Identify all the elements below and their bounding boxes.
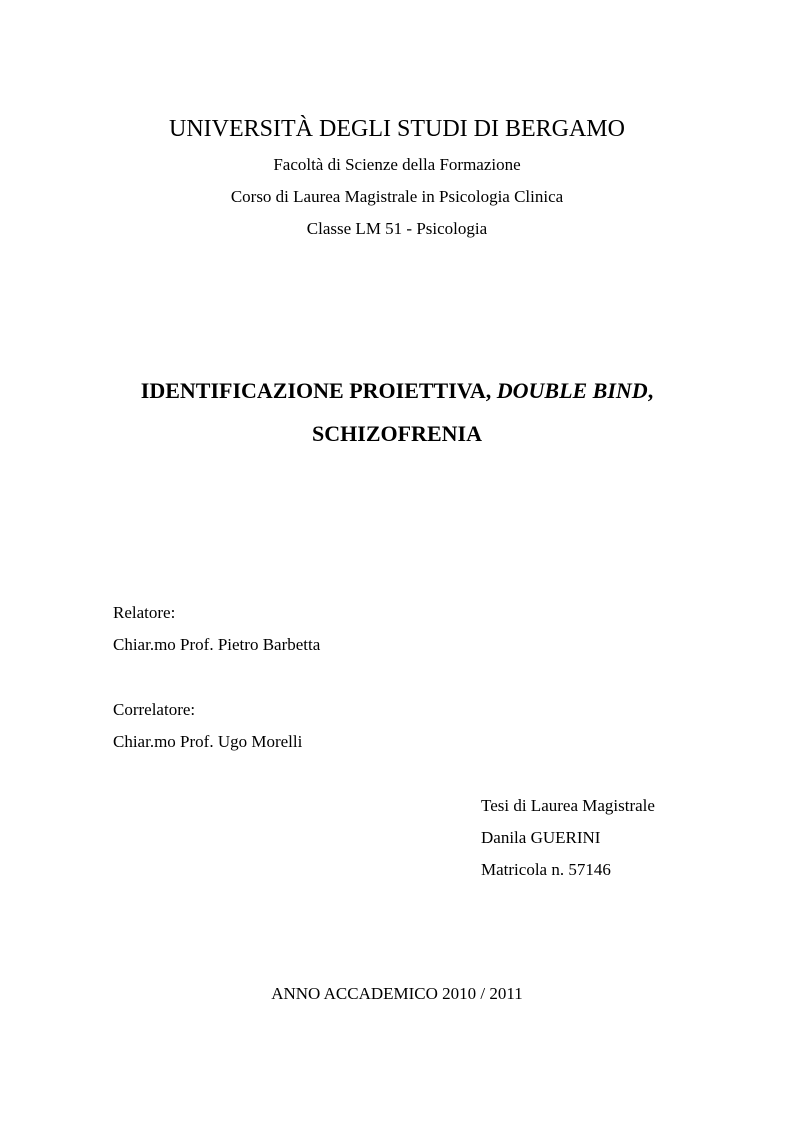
correlatore-name: Chiar.mo Prof. Ugo Morelli (113, 732, 303, 751)
title-part-2: , (647, 378, 654, 403)
academic-year: ANNO ACCADEMICO 2010 / 2011 (271, 984, 523, 1003)
relatore-name: Chiar.mo Prof. Pietro Barbetta (113, 635, 321, 654)
candidate-matricola: Matricola n. 57146 (481, 860, 611, 879)
title-part-1: IDENTIFICAZIONE PROIETTIVA, (140, 378, 497, 403)
thesis-title-line-1 (0, 380, 794, 402)
thesis-type: Tesi di Laurea Magistrale (481, 796, 655, 815)
thesis-title-line-2: SCHIZOFRENIA (312, 421, 482, 446)
course-name: Corso di Laurea Magistrale in Psicologia Clinica (230, 187, 564, 206)
relatore-label: Relatore: (113, 603, 176, 622)
faculty-name: Facoltà di Scienze della Formazione (273, 155, 521, 174)
title-italic-part: DOUBLE BIND (496, 378, 648, 403)
correlatore-label: Correlatore: (113, 700, 196, 719)
university-name: UNIVERSITÀ DEGLI STUDI DI BERGAMO (169, 116, 625, 142)
candidate-name: Danila GUERINI (481, 828, 601, 847)
degree-class: Classe LM 51 - Psicologia (306, 219, 488, 238)
